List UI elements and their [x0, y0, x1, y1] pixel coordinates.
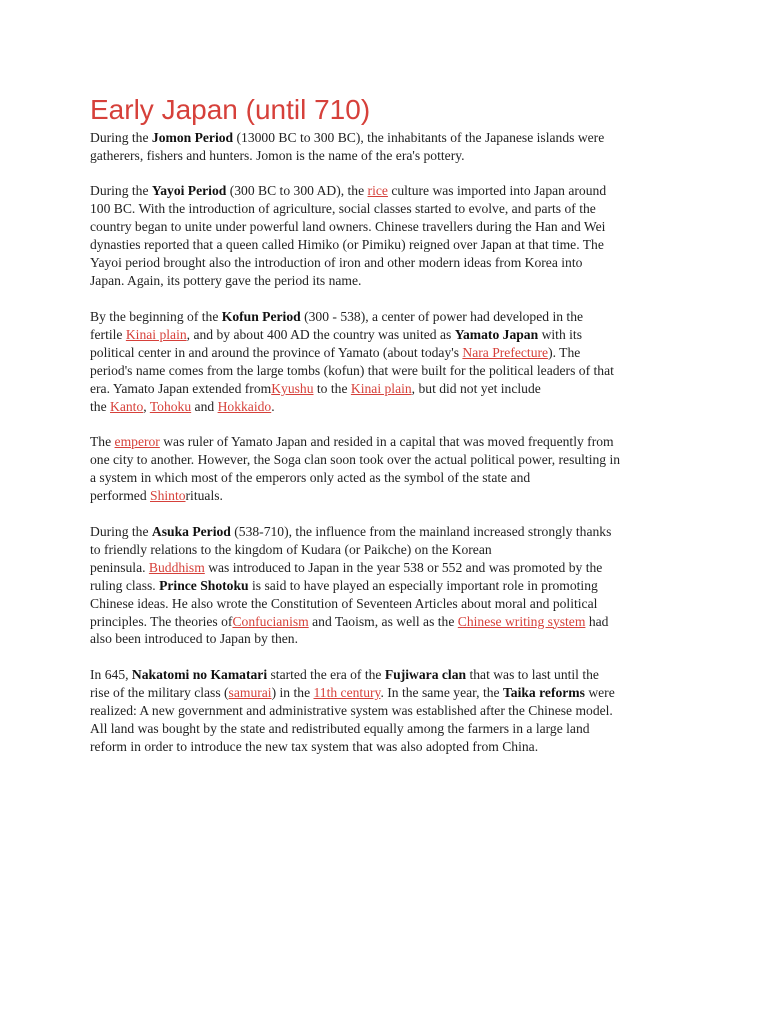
text-run: dynasties reported that a queen called Himiko (or Pimiku) reigned over Japan at that time. The	[90, 236, 604, 252]
text-run: All land was bought by the state and redistributed equally among the farmers in a large land	[90, 720, 590, 736]
text-line	[90, 577, 690, 595]
link-kinai-plain[interactable]: Kinai plain	[350, 380, 412, 396]
link-kanto[interactable]: Kanto	[110, 398, 144, 414]
link-nara-prefecture[interactable]: Nara Prefecture	[462, 344, 549, 360]
text-run: rituals.	[185, 487, 223, 503]
text-run: ). The	[548, 344, 581, 360]
text-run: Japan. Again, its pottery gave the period its name.	[90, 272, 362, 288]
bold-term: Asuka Period	[151, 524, 231, 539]
text-run: that was to last until the	[466, 667, 599, 682]
text-run: was ruler of Yamato Japan and resided in a capital that was moved frequently from	[159, 434, 614, 449]
text-line	[90, 738, 690, 756]
text-run: (300 - 538), a center of power had developed in the	[300, 309, 584, 324]
link-hokkaido[interactable]: Hokkaido	[217, 398, 272, 414]
text-line	[90, 487, 690, 505]
text-run: fertile	[90, 326, 126, 342]
paragraph-yayoi	[90, 182, 690, 289]
text-line	[90, 702, 690, 720]
text-run: During the	[90, 524, 152, 539]
text-run: .	[271, 398, 275, 414]
text-line	[90, 684, 690, 702]
text-run: also been introduced to Japan by then.	[90, 631, 299, 647]
link-kinai-plain[interactable]: Kinai plain	[125, 326, 187, 342]
text-line	[90, 344, 690, 362]
link-11th-century[interactable]: 11th century	[313, 684, 381, 700]
bold-term: Kofun Period	[221, 309, 301, 324]
link-emperor[interactable]: emperor	[114, 434, 160, 449]
text-run: Yayoi period brought also the introduction of iron and other modern ideas from Korea into	[90, 254, 583, 270]
link-buddhism[interactable]: Buddhism	[148, 559, 205, 575]
text-run: rise of the military class (	[90, 684, 229, 700]
text-run: country began to unite under powerful land owners. Chinese travellers during the Han and Wei	[90, 218, 606, 234]
text-run: (538-710), the influence from the mainland increased strongly thanks	[230, 524, 612, 539]
text-run: 100 BC. With the introduction of agriculture, social classes started to evolve, and parts of the	[90, 200, 596, 216]
text-line	[90, 613, 690, 631]
link-samurai[interactable]: samurai	[228, 684, 272, 700]
text-line	[90, 451, 690, 469]
text-line	[90, 398, 690, 416]
text-run: ruling class.	[90, 577, 160, 593]
text-run: and Taoism, as well as the	[308, 613, 458, 629]
bold-term: Yayoi Period	[151, 183, 227, 198]
text-line	[90, 147, 690, 165]
text-run: peninsula.	[90, 559, 149, 575]
bold-term: Jomon Period	[151, 130, 234, 145]
text-run: with its	[538, 326, 582, 342]
text-run: started the era of the	[267, 667, 385, 682]
bold-term: Fujiwara clan	[384, 667, 467, 682]
text-run: In 645,	[90, 667, 132, 682]
text-line	[90, 523, 690, 541]
text-line	[90, 666, 690, 684]
text-run: , but did not yet include	[411, 380, 541, 396]
paragraph-emperor	[90, 433, 690, 505]
text-run: By the beginning of the	[90, 309, 222, 324]
text-run: ) in the	[271, 684, 314, 700]
text-run: . In the same year, the	[380, 684, 503, 700]
link-kyushu[interactable]: Kyushu	[271, 380, 314, 396]
text-run: a system in which most of the emperors only acted as the symbol of the state and	[90, 469, 531, 485]
text-line	[90, 595, 690, 613]
link-shinto[interactable]: Shinto	[150, 487, 186, 503]
text-run: the	[90, 398, 111, 414]
text-run: one city to another. However, the Soga clan soon took over the actual political power, resulting in	[90, 451, 621, 467]
paragraph-kofun	[90, 308, 690, 415]
bold-term: Prince Shotoku	[159, 577, 249, 593]
text-run: (300 BC to 300 AD), the	[226, 183, 368, 198]
text-line	[90, 308, 690, 326]
text-run: had	[585, 613, 609, 629]
text-run: period's name comes from the large tombs (kofun) that were built for the political leaders of that	[90, 362, 614, 378]
paragraph-asuka	[90, 523, 690, 648]
text-run: were	[584, 684, 615, 700]
text-line	[90, 182, 690, 200]
bold-term: Taika reforms	[502, 684, 585, 700]
text-run: is said to have played an especially important role in promoting	[248, 577, 598, 593]
text-run: culture was imported into Japan around	[387, 183, 607, 198]
text-run: gatherers, fishers and hunters. Jomon is the name of the era's pottery.	[90, 147, 465, 163]
text-line	[90, 129, 690, 147]
text-line	[90, 380, 690, 398]
text-run: Chinese ideas. He also wrote the Constitution of Seventeen Articles about moral and political	[90, 595, 598, 611]
text-run: performed	[90, 487, 151, 503]
link-chinese-writing-system[interactable]: Chinese writing system	[457, 613, 586, 629]
text-run: and	[191, 398, 218, 414]
text-line	[90, 254, 690, 272]
bold-term: Nakatomi no Kamatari	[131, 667, 268, 682]
text-line	[90, 469, 690, 487]
text-run: realized: A new government and administrative system was established after the Chinese model.	[90, 702, 613, 718]
text-run: era. Yamato Japan extended from	[90, 380, 272, 396]
text-run: The	[90, 434, 115, 449]
text-run: (13000 BC to 300 BC), the inhabitants of the Japanese islands were	[233, 130, 605, 145]
text-line	[90, 200, 690, 218]
link-tohoku[interactable]: Tohoku	[149, 398, 192, 414]
text-run: was introduced to Japan in the year 538 or 552 and was promoted by the	[204, 559, 603, 575]
link-confucianism[interactable]: Confucianism	[232, 613, 309, 629]
text-run: During the	[90, 183, 152, 198]
text-line	[90, 720, 690, 738]
text-line	[90, 541, 690, 559]
text-run: During the	[90, 130, 152, 145]
text-line	[90, 630, 690, 648]
text-line	[90, 559, 690, 577]
text-run: political center in and around the province of Yamato (about today's	[90, 344, 463, 360]
text-line	[90, 236, 690, 254]
text-line	[90, 272, 690, 290]
text-run: principles. The theories of	[90, 613, 233, 629]
text-run: to friendly relations to the kingdom of Kudara (or Paikche) on the Korean	[90, 541, 492, 557]
page-title: Early Japan (until 710)	[90, 94, 371, 125]
text-line	[90, 326, 690, 344]
text-run: to the	[313, 380, 351, 396]
text-line	[90, 362, 690, 380]
link-rice[interactable]: rice	[367, 183, 388, 198]
text-run: reform in order to introduce the new tax system that was also adopted from China.	[90, 738, 539, 754]
text-run: ,	[143, 398, 150, 414]
text-line	[90, 218, 690, 236]
bold-term: Yamato Japan	[454, 326, 539, 342]
text-line	[90, 433, 690, 451]
paragraph-jomon	[90, 129, 690, 165]
paragraph-fujiwara	[90, 666, 690, 756]
text-run: , and by about 400 AD the country was united as	[186, 326, 455, 342]
